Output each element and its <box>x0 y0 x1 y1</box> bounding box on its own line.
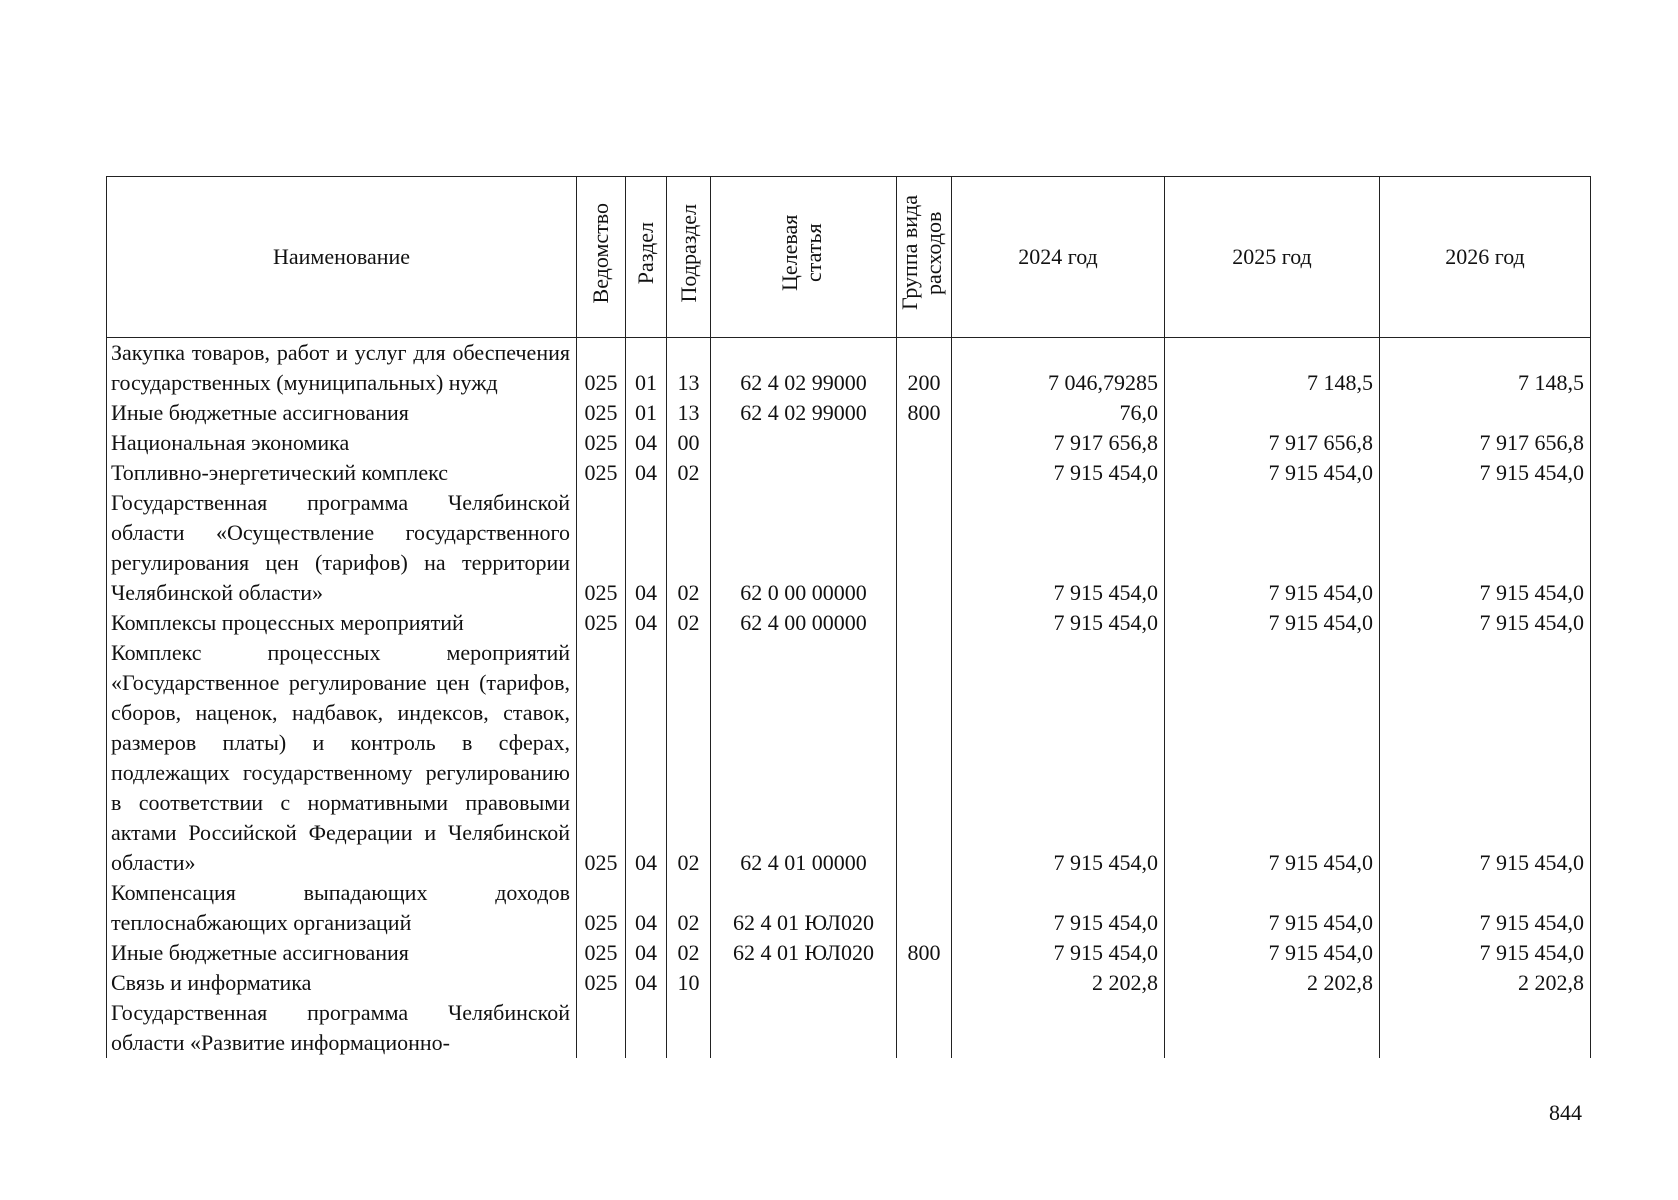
cell-section: 01 <box>626 398 667 428</box>
cell-2025 <box>1165 998 1380 1058</box>
cell-subsection: 10 <box>667 968 711 998</box>
table-row <box>107 938 1591 968</box>
cell-section <box>626 998 667 1058</box>
cell-2026 <box>1380 398 1591 428</box>
cell-expense-group: 800 <box>897 938 952 968</box>
cell-expense-group <box>897 638 952 878</box>
cell-expense-group <box>897 608 952 638</box>
table-row <box>107 428 1591 458</box>
header-target-article: Целевая статья <box>711 177 897 338</box>
cell-target-article: 62 4 01 00000 <box>711 638 897 878</box>
cell-2024: 7 915 454,0 <box>952 878 1165 938</box>
cell-2026: 2 202,8 <box>1380 968 1591 998</box>
cell-2025: 2 202,8 <box>1165 968 1380 998</box>
cell-department: 025 <box>577 458 626 488</box>
cell-department: 025 <box>577 608 626 638</box>
cell-2026: 7 917 656,8 <box>1380 428 1591 458</box>
cell-name: Государственная программа Челябинской области «Развитие информационно- <box>107 998 577 1058</box>
cell-subsection: 02 <box>667 638 711 878</box>
cell-section: 04 <box>626 878 667 938</box>
table-row <box>107 398 1591 428</box>
table-row <box>107 338 1591 399</box>
header-name: Наименование <box>107 177 577 338</box>
cell-2026: 7 915 454,0 <box>1380 638 1591 878</box>
budget-table <box>106 176 1591 1058</box>
cell-department: 025 <box>577 878 626 938</box>
cell-subsection: 02 <box>667 938 711 968</box>
cell-section: 04 <box>626 638 667 878</box>
header-department: Ведомство <box>577 177 626 338</box>
cell-2025: 7 915 454,0 <box>1165 938 1380 968</box>
cell-2025: 7 915 454,0 <box>1165 878 1380 938</box>
cell-expense-group <box>897 878 952 938</box>
cell-2024: 2 202,8 <box>952 968 1165 998</box>
table-row <box>107 638 1591 878</box>
table-row <box>107 998 1591 1058</box>
cell-subsection: 02 <box>667 878 711 938</box>
header-section: Раздел <box>626 177 667 338</box>
cell-target-article <box>711 998 897 1058</box>
cell-target-article <box>711 458 897 488</box>
cell-section: 04 <box>626 428 667 458</box>
cell-2024 <box>952 998 1165 1058</box>
table-row <box>107 488 1591 608</box>
cell-department: 025 <box>577 338 626 399</box>
cell-name: Закупка товаров, работ и услуг для обеспечения государственных (муниципальных) нужд <box>107 338 577 399</box>
cell-subsection: 00 <box>667 428 711 458</box>
cell-subsection: 13 <box>667 398 711 428</box>
cell-2024: 7 915 454,0 <box>952 488 1165 608</box>
cell-subsection <box>667 998 711 1058</box>
page-number: 844 <box>1549 1100 1582 1125</box>
cell-2024: 7 915 454,0 <box>952 938 1165 968</box>
cell-target-article: 62 4 02 99000 <box>711 398 897 428</box>
cell-section: 04 <box>626 938 667 968</box>
cell-expense-group <box>897 428 952 458</box>
cell-2026 <box>1380 998 1591 1058</box>
table-row <box>107 878 1591 938</box>
table-header-row <box>107 177 1591 338</box>
cell-section: 04 <box>626 968 667 998</box>
header-expense-group: Группа вида расходов <box>897 177 952 338</box>
cell-2025: 7 917 656,8 <box>1165 428 1380 458</box>
cell-subsection: 13 <box>667 338 711 399</box>
cell-department: 025 <box>577 398 626 428</box>
cell-subsection: 02 <box>667 488 711 608</box>
table-row <box>107 608 1591 638</box>
table-body <box>107 338 1591 1059</box>
cell-section: 04 <box>626 458 667 488</box>
cell-department: 025 <box>577 488 626 608</box>
cell-target-article: 62 4 00 00000 <box>711 608 897 638</box>
cell-section: 04 <box>626 488 667 608</box>
cell-target-article <box>711 428 897 458</box>
cell-department: 025 <box>577 968 626 998</box>
cell-2024: 7 917 656,8 <box>952 428 1165 458</box>
cell-2026: 7 915 454,0 <box>1380 608 1591 638</box>
cell-target-article: 62 0 00 00000 <box>711 488 897 608</box>
cell-2024: 7 915 454,0 <box>952 638 1165 878</box>
cell-name: Комплекс процессных мероприятий «Государственное регулирование цен (тарифов, сборов, наценок, надбавок, индексов, ставок, размеров платы) и контроль в сферах, подлежащих государственному регулированию в соответствии с нормативными правовыми актами Российской Федерации и Челябинской области» <box>107 638 577 878</box>
cell-2024: 7 915 454,0 <box>952 608 1165 638</box>
cell-2024: 76,0 <box>952 398 1165 428</box>
cell-target-article: 62 4 01 ЮЛ020 <box>711 938 897 968</box>
cell-department: 025 <box>577 638 626 878</box>
cell-name: Комплексы процессных мероприятий <box>107 608 577 638</box>
cell-section: 01 <box>626 338 667 399</box>
cell-expense-group: 200 <box>897 338 952 399</box>
header-2026: 2026 год <box>1380 177 1591 338</box>
header-2025: 2025 год <box>1165 177 1380 338</box>
cell-2025: 7 148,5 <box>1165 338 1380 399</box>
cell-2026: 7 915 454,0 <box>1380 488 1591 608</box>
cell-name: Топливно-энергетический комплекс <box>107 458 577 488</box>
cell-expense-group <box>897 488 952 608</box>
cell-department: 025 <box>577 938 626 968</box>
header-subsection: Подраздел <box>667 177 711 338</box>
cell-2026: 7 148,5 <box>1380 338 1591 399</box>
cell-expense-group <box>897 998 952 1058</box>
cell-target-article: 62 4 01 ЮЛ020 <box>711 878 897 938</box>
cell-name: Национальная экономика <box>107 428 577 458</box>
cell-name: Иные бюджетные ассигнования <box>107 398 577 428</box>
cell-2025: 7 915 454,0 <box>1165 608 1380 638</box>
table-row <box>107 968 1591 998</box>
cell-target-article: 62 4 02 99000 <box>711 338 897 399</box>
cell-expense-group: 800 <box>897 398 952 428</box>
cell-subsection: 02 <box>667 608 711 638</box>
cell-2025: 7 915 454,0 <box>1165 488 1380 608</box>
cell-2024: 7 046,79285 <box>952 338 1165 399</box>
cell-name: Связь и информатика <box>107 968 577 998</box>
cell-2024: 7 915 454,0 <box>952 458 1165 488</box>
cell-expense-group <box>897 458 952 488</box>
cell-section: 04 <box>626 608 667 638</box>
cell-name: Иные бюджетные ассигнования <box>107 938 577 968</box>
table-row <box>107 458 1591 488</box>
cell-department <box>577 998 626 1058</box>
cell-2025: 7 915 454,0 <box>1165 458 1380 488</box>
cell-expense-group <box>897 968 952 998</box>
cell-2026: 7 915 454,0 <box>1380 458 1591 488</box>
cell-2025: 7 915 454,0 <box>1165 638 1380 878</box>
cell-subsection: 02 <box>667 458 711 488</box>
cell-target-article <box>711 968 897 998</box>
cell-department: 025 <box>577 428 626 458</box>
cell-2026: 7 915 454,0 <box>1380 878 1591 938</box>
cell-name: Компенсация выпадающих доходов теплоснабжающих организаций <box>107 878 577 938</box>
cell-2025 <box>1165 398 1380 428</box>
cell-2026: 7 915 454,0 <box>1380 938 1591 968</box>
cell-name: Государственная программа Челябинской области «Осуществление государственного регулирования цен (тарифов) на территории Челябинской области» <box>107 488 577 608</box>
header-2024: 2024 год <box>952 177 1165 338</box>
